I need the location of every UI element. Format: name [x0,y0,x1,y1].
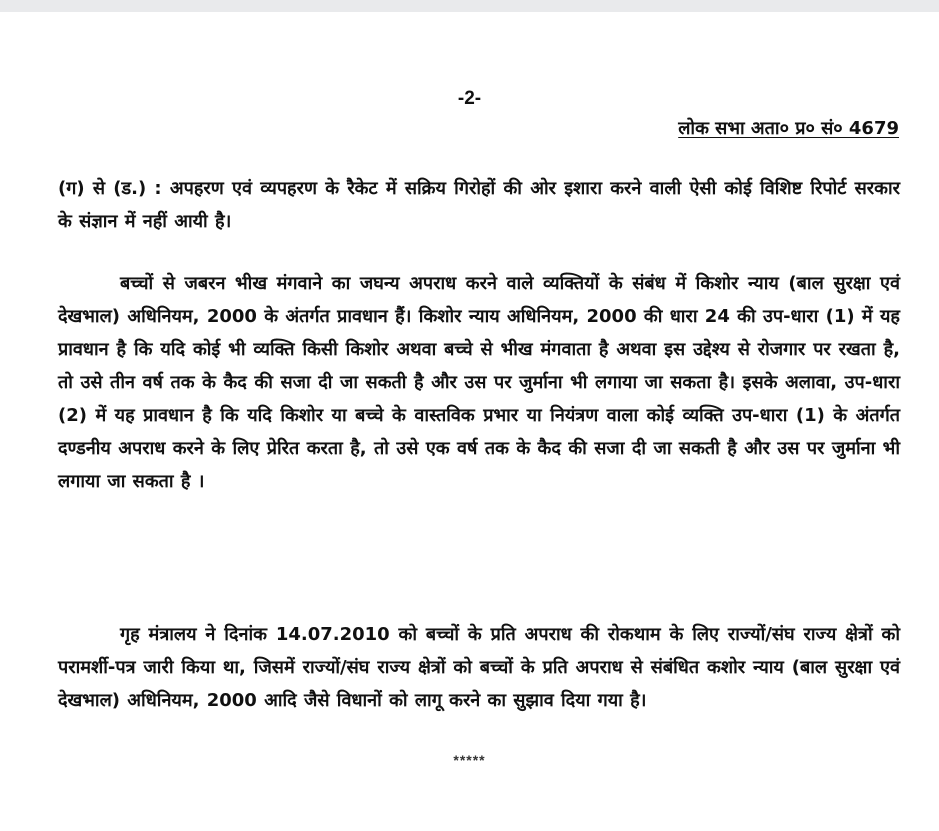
document-page [0,12,939,831]
top-strip [0,0,939,12]
question-reference: लोक सभा अता० प्र० सं० 4679 [678,118,899,139]
paragraph-answer-g-to-d: (ग) से (ड.) : अपहरण एवं व्यपहरण के रैकेट में सक्रिय गिरोहों की ओर इशारा करने वाली ऐसी कोई विशिष्ट रिपोर्ट सरकार के संज्ञान में नहीं आयी है। [58,178,900,232]
end-mark: ***** [453,752,486,768]
paragraph-juvenile-justice-provisions: बच्चों से जबरन भीख मंगवाने का जघन्य अपराध करने वाले व्यक्तियों के संबंध में किशोर न्याय (बाल सुरक्षा एवं देखभाल) अधिनियम, 2000 के अंतर्गत प्रावधान हैं। किशोर न्याय अधिनियम, 2000 की धारा 24 की उप-धारा (1) में यह प्रावधान है कि यदि कोई भी व्यक्ति किसी किशोर अथवा बच्चे से भीख मंगवाता है अथवा इस उद्देश्य से रोजगार पर रखता है, तो उसे तीन वर्ष तक के कैद की सजा दी जा सकती है और उस पर जुर्माना भी लगाया जा सकता है। इसके अलावा, उप-धारा (2) में यह प्रावधान है कि यदि किशोर या बच्चे के वास्तविक प्रभार या नियंत्रण वाला कोई व्यक्ति उप-धारा (1) के अंतर्गत दण्डनीय अपराध करने के लिए प्रेरित करता है, तो उसे एक वर्ष तक के कैद की सजा दी जा सकती है और उस पर जुर्माना भी लगाया जा सकता है । [58,273,900,492]
page-number: -2- [457,88,482,109]
paragraph-home-ministry-advisory: गृह मंत्रालय ने दिनांक 14.07.2010 को बच्चों के प्रति अपराध की रोकथाम के लिए राज्यों/संघ राज्य क्षेत्रों को परामर्शी-पत्र जारी किया था, जिसमें राज्यों/संघ राज्य क्षेत्रों को बच्चों के प्रति अपराध से संबंधित कशोर न्याय (बाल सुरक्षा एवं देखभाल) अधिनियम, 2000 आदि जैसे विधानों को लागू करने का सुझाव दिया गया है। [58,624,900,711]
